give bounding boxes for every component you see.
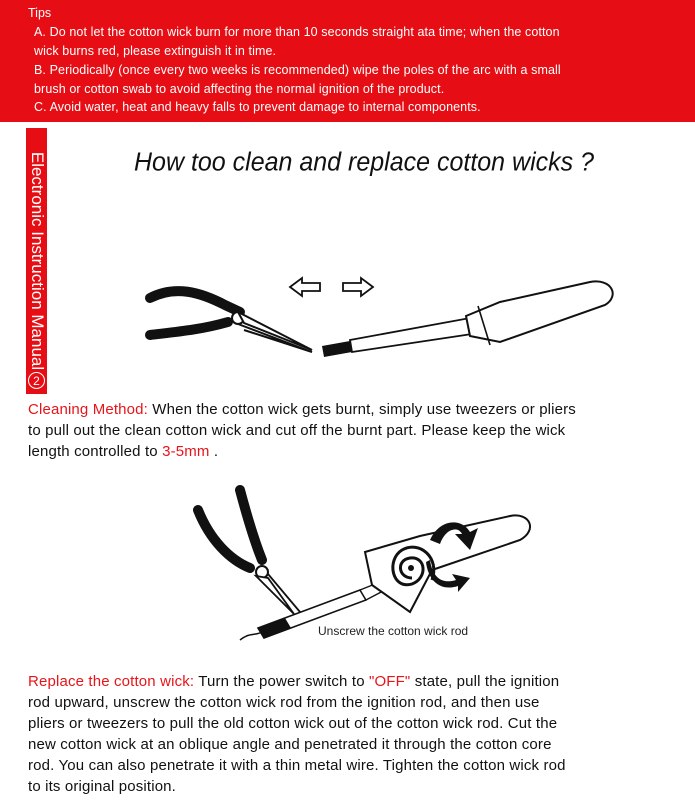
replace-line-1 (28, 673, 559, 690)
replace-line-5: rod. You can also penetrate it with a thin metal wire. Tighten the cotton wick rod (28, 757, 566, 774)
off-state-label: "OFF" (369, 673, 411, 690)
illustration-caption: Unscrew the cotton wick rod (318, 624, 469, 638)
cleaning-text: When the cotton wick gets burnt, simply use tweezers or pliers (147, 401, 576, 418)
tips-line: C. Avoid water, heat and heavy falls to prevent damage to internal components. (34, 100, 481, 114)
replace-label: Replace the cotton wick: (28, 673, 195, 690)
wick-length-value: 3-5mm (162, 443, 210, 460)
replace-line-6: to its original position. (28, 778, 176, 795)
cleaning-line-2: to pull out the clean cotton wick and cut off the burnt part. Please keep the wick (28, 422, 566, 439)
tips-line: B. Periodically (once every two weeks is recommended) wipe the poles of the arc with a small (34, 63, 561, 77)
replace-line-2: rod upward, unscrew the cotton wick rod from the ignition rod, and then use (28, 694, 540, 711)
tips-line: brush or cotton swab to avoid affecting the normal ignition of the product. (34, 82, 445, 96)
page-heading: How too clean and replace cotton wicks ? (134, 147, 594, 177)
tips-line: wick burns red, please extinguish it in time. (34, 44, 277, 58)
cleaning-text: length controlled to (28, 443, 163, 460)
replace-line-3: pliers or tweezers to pull the old cotton wick out of the cotton wick rod. Cut the (28, 715, 558, 732)
side-tab-number: 2 (28, 372, 45, 389)
replace-text: state, pull the ignition (410, 673, 560, 690)
tips-title: Tips (28, 6, 52, 20)
cleaning-label: Cleaning Method: (28, 401, 148, 418)
replace-text: Turn the power switch to (194, 673, 369, 690)
side-tab-label: Electronic Instruction Manual (28, 151, 47, 371)
tips-line: A. Do not let the cotton wick burn for more than 10 seconds straight ata time; when the cotton (34, 25, 560, 39)
replace-line-4: new cotton wick at an oblique angle and penetrated it through the cotton core (28, 736, 552, 753)
cleaning-text: . (209, 443, 219, 460)
